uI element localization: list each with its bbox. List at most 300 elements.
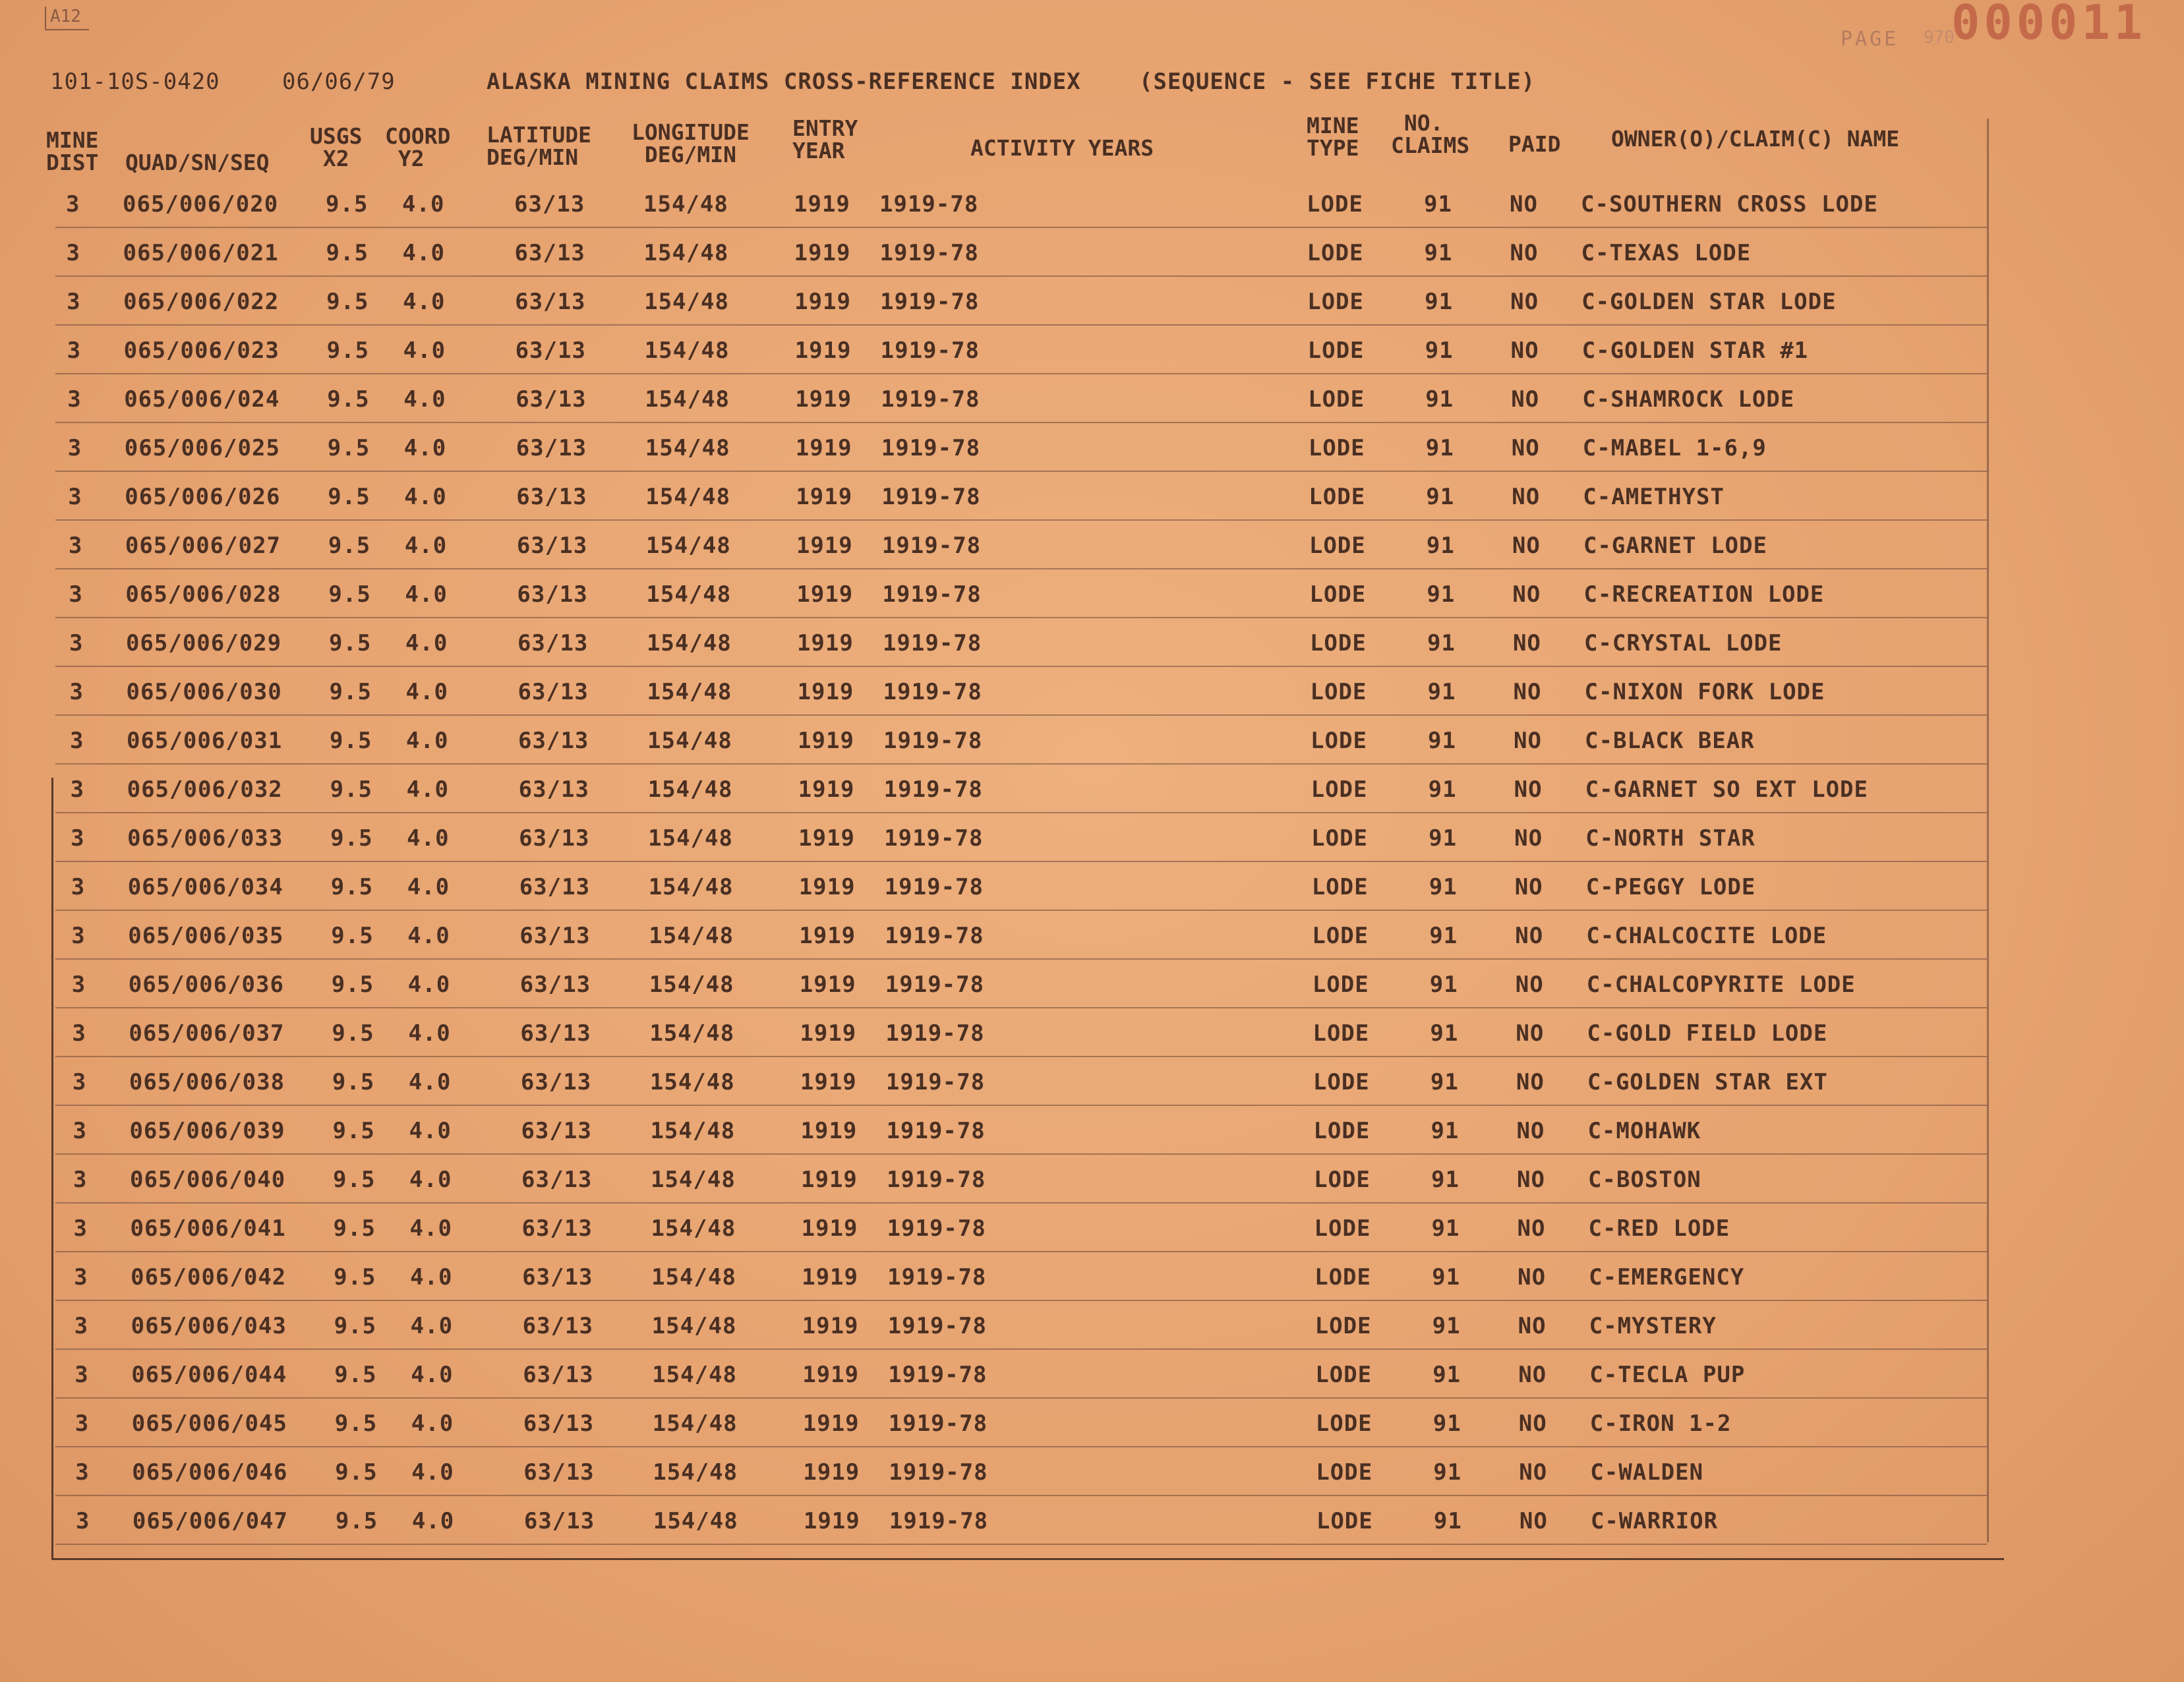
cell-mine-dist: 3 [73,1118,87,1144]
cell-paid: NO [1511,386,1540,413]
cell-quad-sn-seq: 065/006/045 [131,1410,287,1437]
cell-longitude: 154/48 [652,1410,738,1437]
cell-entry-year: 1919 [801,1215,858,1242]
cell-paid: NO [1512,484,1541,510]
cell-latitude: 63/13 [516,435,587,461]
cell-no-claims: 91 [1424,240,1453,266]
cell-mine-type: LODE [1311,776,1368,803]
cell-longitude: 154/48 [651,1167,736,1193]
cell-mine-dist: 3 [67,337,82,364]
cell-paid: NO [1510,191,1538,218]
cell-coord-y2: 4.0 [406,776,450,803]
cell-mine-dist: 3 [66,240,81,266]
table-row [0,1399,2004,1447]
cell-longitude: 154/48 [650,1118,736,1144]
cell-entry-year: 1919 [798,728,854,754]
cell-no-claims: 91 [1428,728,1456,754]
cell-usgs-x2: 9.5 [331,923,374,949]
cell-quad-sn-seq: 065/006/046 [132,1459,288,1486]
cell-quad-sn-seq: 065/006/037 [129,1020,285,1047]
col-mine-dist: MINE DIST [46,127,99,175]
cell-quad-sn-seq: 065/006/031 [127,728,283,754]
cell-usgs-x2: 9.5 [326,289,369,315]
cell-latitude: 63/13 [519,874,591,900]
cell-mine-type: LODE [1308,386,1365,413]
cell-entry-year: 1919 [798,874,856,900]
cell-entry-year: 1919 [795,435,852,461]
cell-mine-dist: 3 [74,1362,89,1388]
cell-coord-y2: 4.0 [402,191,445,218]
cell-no-claims: 91 [1429,923,1458,949]
cell-latitude: 63/13 [519,923,591,949]
cell-latitude: 63/13 [522,1313,593,1339]
cell-activity-years: 1919-78 [882,581,982,608]
cell-mine-dist: 3 [69,581,83,608]
cell-entry-year: 1919 [799,972,856,998]
cell-no-claims: 91 [1428,776,1457,803]
col-quad-sn-seq: QUAD/SN/SEQ [125,150,270,175]
cell-longitude: 154/48 [652,1362,738,1388]
cell-entry-year: 1919 [797,679,854,705]
cell-paid: NO [1514,825,1543,852]
cell-latitude: 63/13 [518,728,589,754]
cell-owner-claim-name: C-CHALCOPYRITE LODE [1586,972,1856,998]
cell-mine-dist: 3 [73,1167,88,1193]
cell-entry-year: 1919 [802,1264,858,1290]
cell-entry-year: 1919 [794,240,851,266]
cell-quad-sn-seq: 065/006/023 [123,337,280,364]
cell-paid: NO [1515,923,1544,949]
cell-longitude: 154/48 [645,533,731,559]
cell-latitude: 63/13 [515,337,586,364]
cell-entry-year: 1919 [799,923,856,949]
cell-entry-year: 1919 [794,337,852,364]
cell-usgs-x2: 9.5 [334,1313,377,1339]
cell-quad-sn-seq: 065/006/035 [128,923,284,949]
cell-coord-y2: 4.0 [411,1459,454,1486]
cell-usgs-x2: 9.5 [335,1459,378,1486]
cell-usgs-x2: 9.5 [326,191,369,218]
cell-coord-y2: 4.0 [407,825,450,852]
cell-mine-dist: 3 [67,289,81,315]
cell-quad-sn-seq: 065/006/044 [131,1362,287,1388]
cell-activity-years: 1919-78 [885,972,985,998]
cell-paid: NO [1512,533,1541,559]
cell-usgs-x2: 9.5 [334,1410,378,1437]
col-mine-type: MINE TYPE [1307,113,1359,161]
cell-mine-dist: 3 [73,1215,88,1242]
cell-latitude: 63/13 [523,1459,595,1486]
col-coord-y2: COORD Y2 [385,123,451,171]
table-row [0,1447,2004,1496]
cell-quad-sn-seq: 065/006/034 [127,874,283,900]
cell-longitude: 154/48 [651,1313,737,1339]
cell-activity-years: 1919-78 [879,191,979,218]
cell-activity-years: 1919-78 [885,1020,985,1047]
table-row [0,1057,2004,1106]
cell-mine-type: LODE [1309,533,1366,559]
cell-no-claims: 91 [1432,1410,1461,1437]
cell-mine-type: LODE [1313,1020,1370,1047]
table-row [0,1008,2004,1057]
cell-coord-y2: 4.0 [403,289,446,315]
cell-usgs-x2: 9.5 [328,581,371,608]
cell-activity-years: 1919-78 [881,533,982,559]
cell-coord-y2: 4.0 [403,435,447,461]
cell-activity-years: 1919-78 [883,679,982,705]
table-row [0,374,2004,423]
cell-usgs-x2: 9.5 [330,874,374,900]
cell-latitude: 63/13 [516,386,587,413]
cell-latitude: 63/13 [523,1362,594,1388]
cell-mine-dist: 3 [71,972,86,998]
frame-bottom-border [51,1558,2004,1560]
cell-owner-claim-name: C-RECREATION LODE [1583,581,1825,608]
cell-activity-years: 1919-78 [881,484,981,510]
cell-quad-sn-seq: 065/006/042 [131,1264,287,1290]
cell-mine-dist: 3 [70,776,85,803]
cell-usgs-x2: 9.5 [333,1167,376,1193]
cell-mine-dist: 3 [71,825,85,852]
cell-quad-sn-seq: 065/006/041 [130,1215,286,1242]
cell-mine-dist: 3 [69,679,84,705]
cell-usgs-x2: 9.5 [326,240,369,266]
cell-owner-claim-name: C-SHAMROCK LODE [1582,386,1795,413]
cell-longitude: 154/48 [651,1264,736,1290]
cell-no-claims: 91 [1431,1215,1460,1242]
cell-coord-y2: 4.0 [407,972,451,998]
cell-no-claims: 91 [1425,386,1454,413]
cell-mine-type: LODE [1310,679,1367,705]
cell-quad-sn-seq: 065/006/043 [131,1313,287,1339]
cell-no-claims: 91 [1430,1020,1459,1047]
cell-entry-year: 1919 [795,386,852,413]
cell-activity-years: 1919-78 [887,1313,987,1339]
cell-owner-claim-name: C-CHALCOCITE LODE [1586,923,1827,949]
cell-mine-type: LODE [1315,1410,1372,1437]
table-row [0,521,2004,569]
frame-left-border [51,778,53,1559]
table-row [0,1106,2004,1155]
col-longitude: LONGITUDE DEG/MIN [632,119,750,167]
cell-entry-year: 1919 [802,1313,859,1339]
cell-mine-dist: 3 [72,1069,87,1095]
cell-activity-years: 1919-78 [887,1264,987,1290]
cell-latitude: 63/13 [521,1118,592,1144]
table-row [0,1155,2004,1204]
cell-paid: NO [1514,874,1543,900]
cell-owner-claim-name: C-BLACK BEAR [1585,728,1755,754]
report-date: 06/06/79 [282,69,396,95]
cell-quad-sn-seq: 065/006/027 [125,533,281,559]
cell-mine-type: LODE [1314,1313,1372,1339]
cell-owner-claim-name: C-WALDEN [1590,1459,1704,1486]
table-row [0,179,2004,228]
cell-entry-year: 1919 [798,825,856,852]
cell-quad-sn-seq: 065/006/024 [124,386,280,413]
cell-activity-years: 1919-78 [889,1459,988,1486]
col-activity-years: ACTIVITY YEARS [970,135,1154,161]
cell-mine-dist: 3 [70,728,84,754]
cell-latitude: 63/13 [516,484,587,510]
cell-owner-claim-name: C-MABEL 1-6,9 [1582,435,1767,461]
cell-usgs-x2: 9.5 [330,776,373,803]
cell-entry-year: 1919 [796,630,854,656]
cell-coord-y2: 4.0 [409,1215,452,1242]
cell-mine-type: LODE [1307,337,1365,364]
cell-quad-sn-seq: 065/006/036 [128,972,284,998]
cell-activity-years: 1919-78 [888,1362,988,1388]
cell-paid: NO [1518,1313,1547,1339]
cell-owner-claim-name: C-PEGGY LODE [1585,874,1756,900]
cell-coord-y2: 4.0 [407,923,450,949]
cell-owner-claim-name: C-AMETHYST [1583,484,1725,510]
cell-coord-y2: 4.0 [406,728,449,754]
cell-activity-years: 1919-78 [881,435,981,461]
col-paid: PAID [1508,131,1561,157]
cell-mine-type: LODE [1311,825,1369,852]
table-row [0,1496,2004,1545]
cell-longitude: 154/48 [649,923,734,949]
cell-owner-claim-name: C-TECLA PUP [1589,1362,1746,1388]
cell-no-claims: 91 [1431,1118,1460,1144]
cell-paid: NO [1516,1069,1545,1095]
cell-latitude: 63/13 [517,630,589,656]
cell-no-claims: 91 [1429,874,1458,900]
cell-mine-type: LODE [1309,630,1367,656]
cell-owner-claim-name: C-NORTH STAR [1585,825,1756,852]
cell-mine-type: LODE [1313,1069,1370,1095]
report-subtitle: (SEQUENCE - SEE FICHE TITLE) [1139,69,1536,95]
cell-paid: NO [1512,630,1541,656]
cell-usgs-x2: 9.5 [327,435,370,461]
cell-no-claims: 91 [1429,972,1458,998]
cell-paid: NO [1512,581,1541,608]
cell-no-claims: 91 [1426,484,1455,510]
cell-paid: NO [1516,1118,1545,1144]
cell-owner-claim-name: C-SOUTHERN CROSS LODE [1581,191,1878,218]
page-label: PAGE [1841,28,1899,51]
cell-longitude: 154/48 [649,1069,735,1095]
cell-longitude: 154/48 [651,1215,736,1242]
cell-coord-y2: 4.0 [404,533,448,559]
cell-entry-year: 1919 [794,191,850,218]
table-row [0,618,2004,667]
cell-mine-type: LODE [1314,1264,1371,1290]
cell-quad-sn-seq: 065/006/040 [130,1167,286,1193]
cell-coord-y2: 4.0 [411,1362,454,1388]
cell-no-claims: 91 [1425,289,1454,315]
cell-mine-dist: 3 [67,386,82,413]
cell-longitude: 154/48 [643,240,729,266]
row-divider [55,1544,1987,1545]
cell-usgs-x2: 9.5 [328,484,370,510]
cell-longitude: 154/48 [647,728,732,754]
page-number: 970 [1924,28,1955,47]
cell-entry-year: 1919 [801,1167,858,1193]
cell-latitude: 63/13 [521,1167,593,1193]
cell-owner-claim-name: C-MOHAWK [1587,1118,1701,1144]
cell-owner-claim-name: C-MYSTERY [1589,1313,1717,1339]
cell-mine-type: LODE [1309,484,1366,510]
cell-longitude: 154/48 [645,386,730,413]
cell-mine-dist: 3 [68,484,82,510]
cell-latitude: 63/13 [523,1410,595,1437]
table-row [0,813,2004,862]
cell-owner-claim-name: C-TEXAS LODE [1581,240,1752,266]
cell-paid: NO [1514,728,1542,754]
cell-entry-year: 1919 [794,289,851,315]
cell-no-claims: 91 [1432,1313,1461,1339]
cell-owner-claim-name: C-GARNET SO EXT LODE [1585,776,1868,803]
cell-paid: NO [1510,240,1539,266]
cell-usgs-x2: 9.5 [334,1362,377,1388]
cell-no-claims: 91 [1425,435,1454,461]
table-row [0,569,2004,618]
cell-quad-sn-seq: 065/006/021 [123,240,279,266]
cell-paid: NO [1519,1508,1548,1534]
cell-latitude: 63/13 [516,533,588,559]
cell-latitude: 63/13 [515,289,586,315]
cell-activity-years: 1919-78 [889,1508,989,1534]
frame-right-border [1987,119,1989,1542]
cell-owner-claim-name: C-GARNET LODE [1583,533,1767,559]
cell-paid: NO [1518,1362,1547,1388]
table-row [0,960,2004,1008]
cell-paid: NO [1513,679,1542,705]
cell-coord-y2: 4.0 [408,1020,451,1047]
cell-longitude: 154/48 [645,435,730,461]
col-usgs-x2: USGS X2 [310,123,363,171]
cell-coord-y2: 4.0 [408,1069,452,1095]
cell-paid: NO [1510,337,1539,364]
cell-mine-type: LODE [1312,923,1369,949]
cell-owner-claim-name: C-GOLD FIELD LODE [1587,1020,1828,1047]
cell-entry-year: 1919 [800,1020,857,1047]
table-row [0,716,2004,765]
cell-paid: NO [1518,1264,1547,1290]
cell-usgs-x2: 9.5 [330,825,373,852]
cell-usgs-x2: 9.5 [332,1069,375,1095]
cell-activity-years: 1919-78 [888,1410,988,1437]
cell-quad-sn-seq: 065/006/028 [125,581,281,608]
col-latitude: LATITUDE DEG/MIN [487,122,591,170]
cell-entry-year: 1919 [802,1362,860,1388]
cell-entry-year: 1919 [803,1508,860,1534]
cell-coord-y2: 4.0 [410,1264,453,1290]
cell-no-claims: 91 [1433,1459,1462,1486]
cell-latitude: 63/13 [520,1020,591,1047]
cell-coord-y2: 4.0 [410,1313,454,1339]
cell-latitude: 63/13 [517,581,588,608]
cell-longitude: 154/48 [648,874,734,900]
cell-no-claims: 91 [1426,533,1455,559]
cell-longitude: 154/48 [649,972,734,998]
cell-owner-claim-name: C-GOLDEN STAR LODE [1581,289,1837,315]
cell-longitude: 154/48 [647,776,733,803]
table-row [0,228,2004,277]
cell-coord-y2: 4.0 [409,1167,452,1193]
cell-activity-years: 1919-78 [881,386,980,413]
cell-latitude: 63/13 [521,1215,593,1242]
cell-usgs-x2: 9.5 [326,337,370,364]
cell-coord-y2: 4.0 [407,874,450,900]
cell-coord-y2: 4.0 [405,581,448,608]
frame-number: 000011 [1951,0,2147,50]
cell-entry-year: 1919 [803,1459,860,1486]
cell-mine-dist: 3 [68,533,83,559]
cell-paid: NO [1511,435,1540,461]
cell-activity-years: 1919-78 [887,1167,986,1193]
cell-quad-sn-seq: 065/006/025 [124,435,280,461]
table-row [0,472,2004,521]
cell-mine-type: LODE [1314,1167,1371,1193]
cell-usgs-x2: 9.5 [335,1508,378,1534]
cell-latitude: 63/13 [519,825,590,852]
cell-quad-sn-seq: 065/006/020 [123,191,279,218]
cell-no-claims: 91 [1430,1069,1459,1095]
cell-coord-y2: 4.0 [405,630,448,656]
cell-longitude: 154/48 [653,1459,738,1486]
cell-longitude: 154/48 [645,484,731,510]
table-row [0,862,2004,911]
cell-mine-type: LODE [1311,874,1369,900]
cell-usgs-x2: 9.5 [329,679,372,705]
table-row [0,667,2004,716]
cell-quad-sn-seq: 065/006/047 [132,1508,289,1534]
cell-mine-dist: 3 [74,1313,89,1339]
cell-quad-sn-seq: 065/006/039 [129,1118,285,1144]
cell-mine-type: LODE [1307,191,1363,218]
col-no-claims: NO. CLAIMS [1391,110,1470,158]
table-row [0,277,2004,326]
cell-activity-years: 1919-78 [887,1215,986,1242]
cell-coord-y2: 4.0 [411,1508,455,1534]
cell-owner-claim-name: C-WARRIOR [1590,1508,1719,1534]
cell-quad-sn-seq: 065/006/038 [129,1069,285,1095]
cell-activity-years: 1919-78 [883,776,983,803]
cell-mine-dist: 3 [74,1410,90,1437]
cell-mine-dist: 3 [66,191,80,218]
cell-latitude: 63/13 [514,191,585,218]
cell-quad-sn-seq: 065/006/029 [125,630,282,656]
cell-mine-type: LODE [1314,1215,1371,1242]
cell-entry-year: 1919 [798,776,855,803]
cell-usgs-x2: 9.5 [328,533,371,559]
cell-activity-years: 1919-78 [882,630,982,656]
cell-owner-claim-name: C-CRYSTAL LODE [1583,630,1783,656]
cell-usgs-x2: 9.5 [332,1118,375,1144]
cell-mine-type: LODE [1308,435,1365,461]
cell-coord-y2: 4.0 [402,240,445,266]
cell-mine-dist: 3 [69,630,84,656]
cell-mine-type: LODE [1312,972,1369,998]
cell-longitude: 154/48 [644,289,729,315]
cell-no-claims: 91 [1429,825,1458,852]
cell-mine-dist: 3 [67,435,82,461]
cell-activity-years: 1919-78 [885,1069,986,1095]
col-owner-claim-name: OWNER(O)/CLAIM(C) NAME [1611,126,1900,152]
cell-paid: NO [1510,289,1539,315]
cell-paid: NO [1515,972,1544,998]
table-row [0,765,2004,813]
cell-latitude: 63/13 [522,1264,593,1290]
cell-longitude: 154/48 [646,630,732,656]
cell-no-claims: 91 [1431,1167,1460,1193]
cell-quad-sn-seq: 065/006/033 [127,825,283,852]
table-row [0,1204,2004,1252]
cell-longitude: 154/48 [646,581,732,608]
